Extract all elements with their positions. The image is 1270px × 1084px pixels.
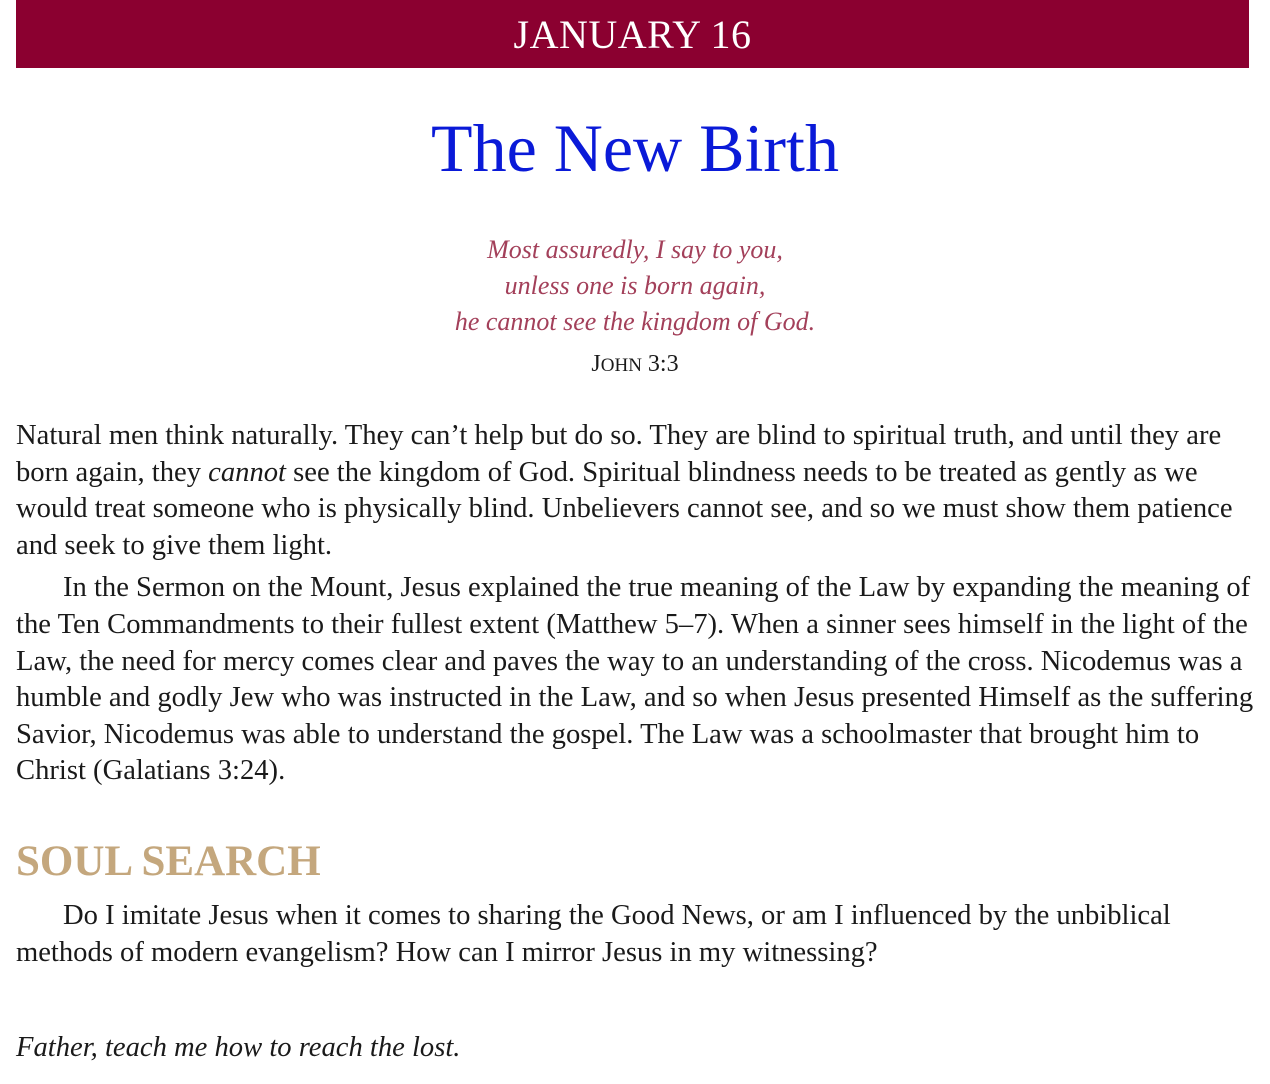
body-paragraph-2: In the Sermon on the Mount, Jesus explained the true meaning of the Law by expanding the meaning of the Ten Commandments to their fullest extent (Matthew 5–7). When a sinner sees himself in the light of the Law, the need for mercy comes clear and paves the way to an understanding of the cross. Nicodemus was a humble and godly Jew who was instructed in the Law, and so when Jesus presented Himself as the suffering Savior, Nicodemus was able to understand the gospel. The Law was a schoolmaster that brought him to Christ (Galatians 3:24). <box>16 572 1254 787</box>
verse-reference <box>0 348 1270 382</box>
reference-initial: J <box>591 351 601 377</box>
verse-line: he cannot see the kingdom of God. <box>454 307 816 336</box>
page-title: The New Birth <box>431 110 839 186</box>
verse-line: unless one is born again, <box>504 271 766 300</box>
paragraph-text: see the kingdom of God. Spiritual blindness needs to be treated as gently as we would treat someone who is physically blind. Unbelievers cannot see, and so we must show them patience and seek to give them light. <box>16 456 1233 561</box>
reference-chapter-verse: 3:3 <box>641 351 679 377</box>
body-paragraph-1 <box>16 418 1256 564</box>
verse-line: Most assuredly, I say to you, <box>487 235 783 264</box>
closing-prayer: Father, teach me how to reach the lost. <box>16 1032 461 1063</box>
scripture-verse <box>0 232 1270 340</box>
devotional-body <box>16 418 1256 790</box>
soul-search-heading: SOUL SEARCH <box>16 838 321 885</box>
date-banner: JANUARY 16 <box>16 0 1249 68</box>
paragraph-text: Natural men think naturally. They can’t help but do so. They are blind to spiritual truth, and until they are born again, they <box>16 420 1222 488</box>
soul-search-question: Do I imitate Jesus when it comes to sharing the Good News, or am I influenced by the unbiblical methods of modern evangelism? How can I mirror Jesus in my witnessing? <box>16 900 1171 968</box>
reference-small-caps: OHN <box>600 355 642 376</box>
emphasized-word: cannot <box>208 456 286 488</box>
